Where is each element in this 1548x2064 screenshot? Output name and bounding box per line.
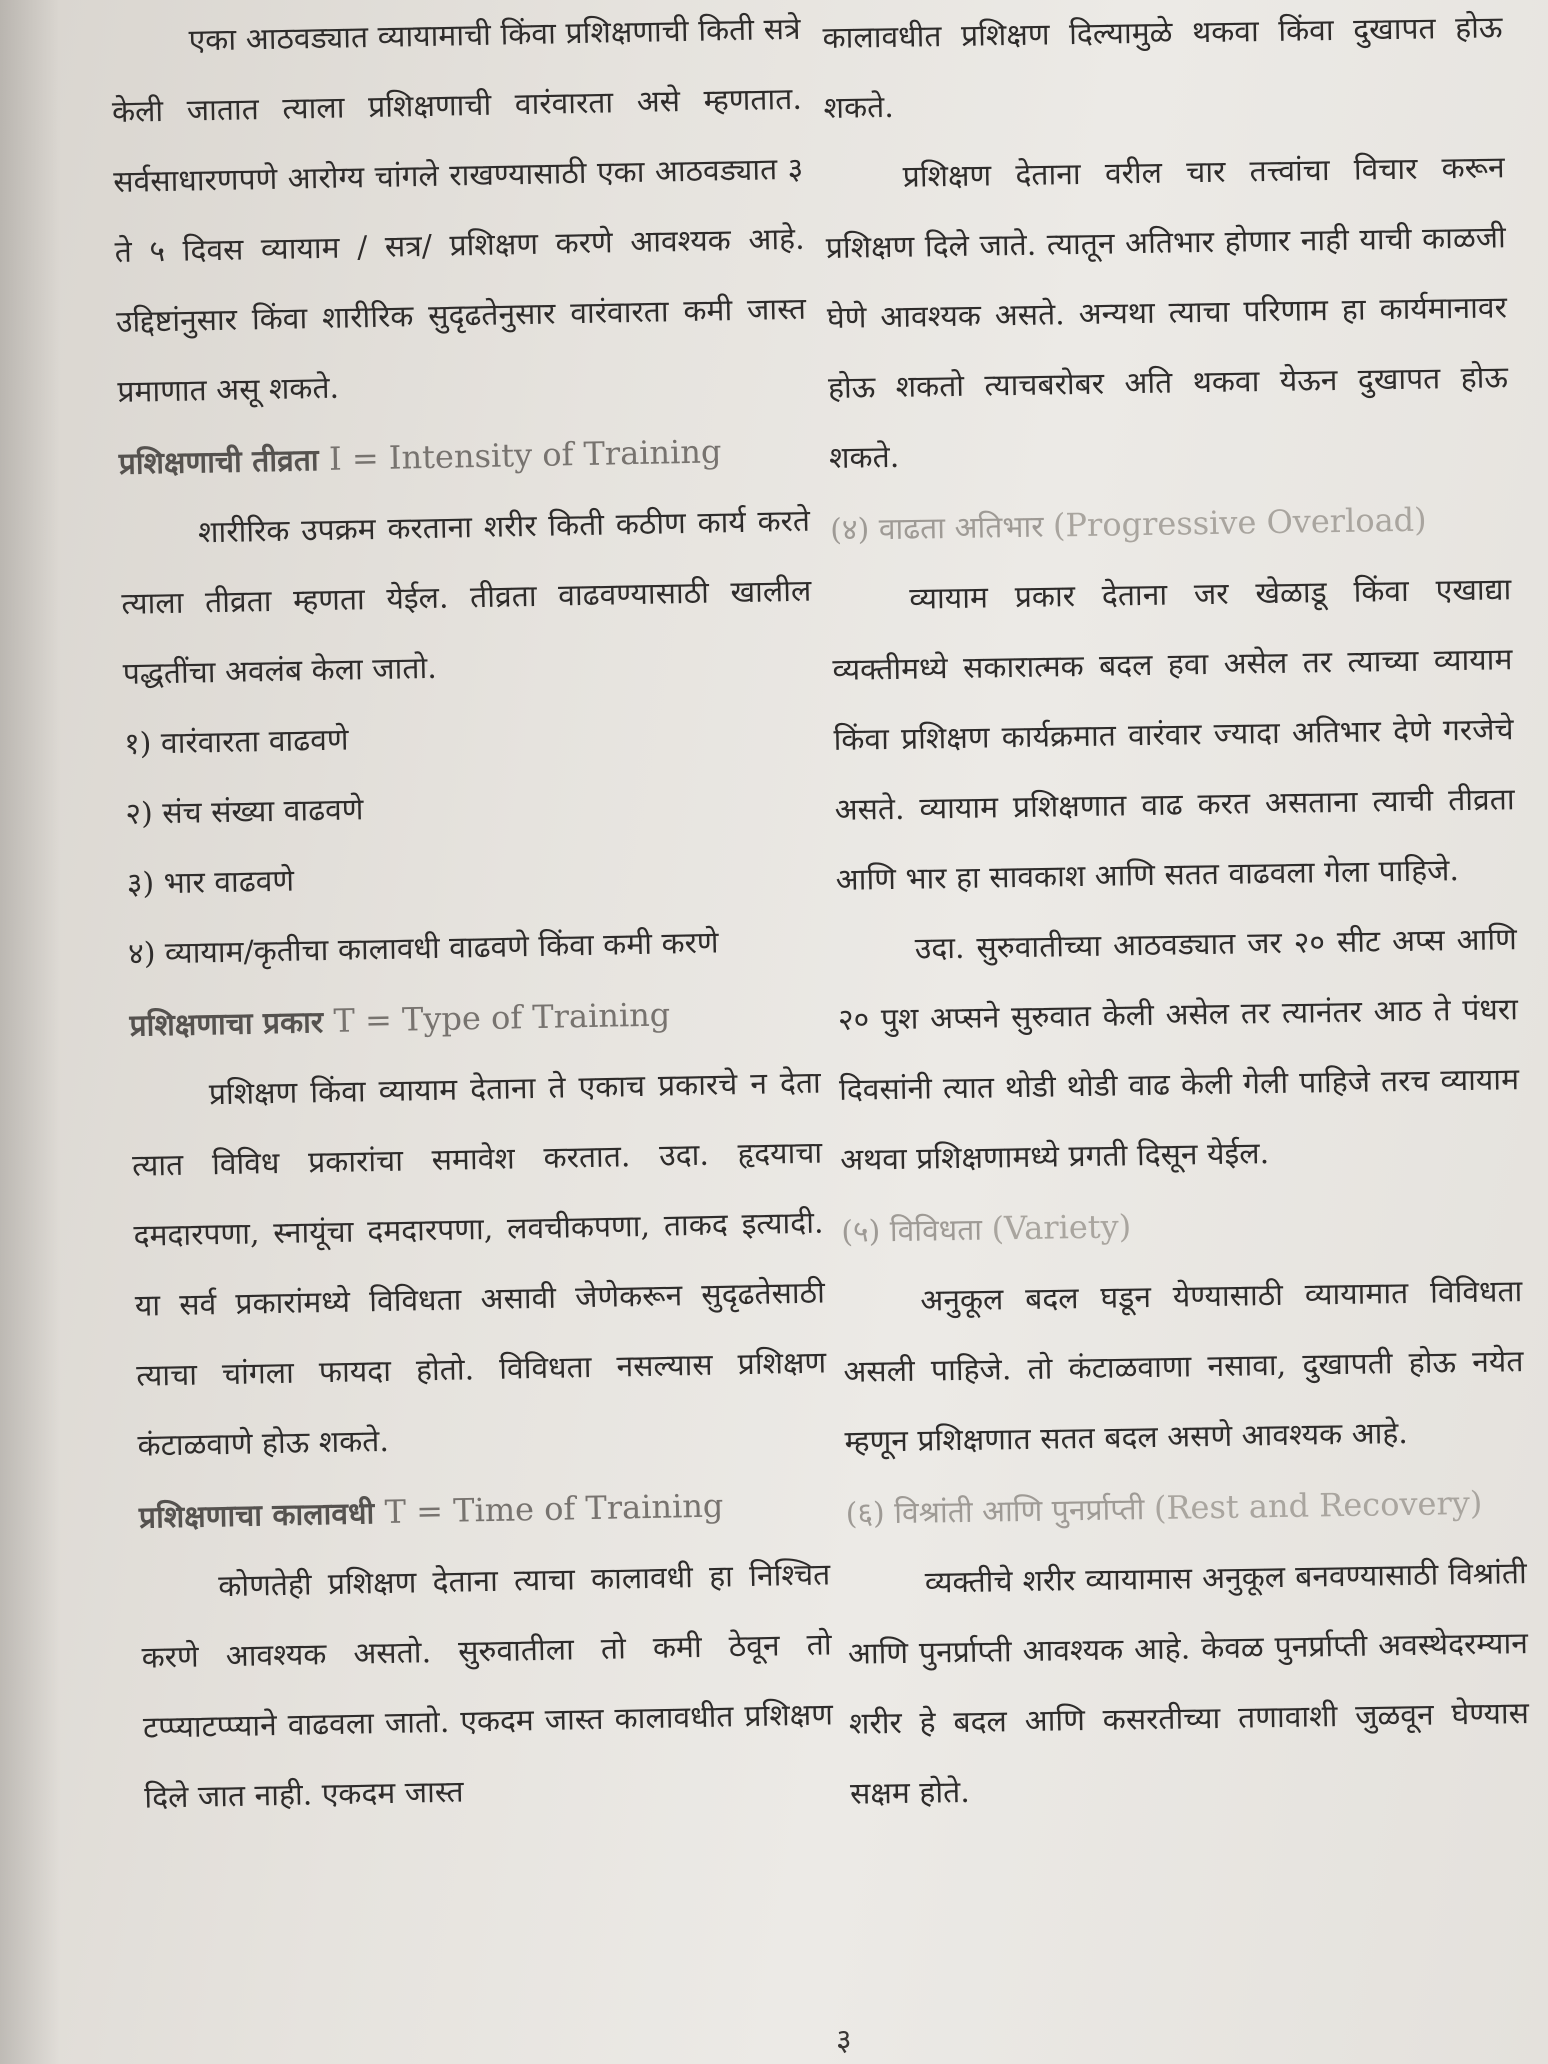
heading-type <box>129 977 820 1062</box>
page-number: ३ <box>836 2023 852 2058</box>
left-column <box>110 0 835 1834</box>
heading-progressive-overload <box>830 483 1511 566</box>
page-edge-shadow <box>0 0 60 2064</box>
paragraph-frequency: एका आठवड्यात व्यायामाची किंवा प्रशिक्षणाची किती सत्रे केली जातात त्याला प्रशिक्षणाची वारंवारता असे म्हणतात. सर्वसाधारणपणे आरोग्य चांगले राखण्यासाठी एका आठवड्यात ३ ते ५ दिवस व्यायाम / सत्र/ प्रशिक्षण करणे आवश्यक आहे. उद्दिष्टांनुसार किंवा शारीरिक सुदृढतेनुसार वारंवारता कमी जास्त प्रमाणात असू शकते. <box>111 11 807 410</box>
paragraph-type: प्रशिक्षण किंवा व्यायाम देताना ते एकाच प्रकारचे न देता त्यात विविध प्रकारांचा समावेश करतात. उदा. हृदयाचा दमदारपणा, स्नायूंचा दमदारपणा, लवचीकपणा, ताकद इत्यादी. या सर्व प्रकारांमध्ये विविधता असावी जेणेकरून सुदृढतेसाठी त्याचा चांगला फायदा होतो. विविधता नसल्यास प्रशिक्षण कंटाळवाणे होऊ शकते. <box>131 1065 827 1464</box>
list-item: १) वारंवारता वाढवणे <box>123 722 349 762</box>
heading-time-english: T = Time of Training <box>384 1486 724 1532</box>
heading-rest-recovery <box>845 1467 1526 1550</box>
right-column <box>822 0 1531 1830</box>
paragraph-variety: अनुकूल बदल घडून येण्यासाठी व्यायामात विविधता असली पाहिजे. तो कंटाळवाणा नसावा, दुखापती होऊ नयेत म्हणून प्रशिक्षणात सतत बदल असणे आवश्यक आहे. <box>843 1274 1524 1460</box>
heading-overload-english: (Progressive Overload) <box>1052 500 1427 545</box>
heading-variety <box>841 1185 1522 1268</box>
heading-type-english: T = Type of Training <box>333 995 671 1040</box>
heading-intensity <box>118 415 809 500</box>
heading-variety-english: (Variety) <box>991 1207 1132 1248</box>
heading-variety-marathi: (५) विविधता <box>841 1212 983 1250</box>
heading-intensity-english: I = Intensity of Training <box>328 432 722 478</box>
paragraph-example: उदा. सुरुवातीच्या आठवड्यात जर २० सीट अप्स आणि २० पुश अप्सने सुरुवात केली असेल तर त्यानंतर आठ ते पंधरा दिवसांनी त्यात थोडी थोडी वाढ केली गेली पाहिजे तरच व्यायाम अथवा प्रशिक्षणामध्ये प्रगती दिसून येईल. <box>837 922 1520 1178</box>
paragraph-intensity: शारीरिक उपक्रम करताना शरीर किती कठीण कार्य करते त्याला तीव्रता म्हणता येईल. तीव्रता वाढवण्यासाठी खालील पद्धतींचा अवलंब केला जातो. <box>121 503 812 692</box>
list-item: ४) व्यायाम/कृतीचा कालावधी वाढवणे किंवा कमी करणे <box>127 925 719 972</box>
list-item: २) संच संख्या वाढवणे <box>125 792 364 832</box>
paragraph-four-principles: प्रशिक्षण देताना वरील चार तत्त्वांचा विचार करून प्रशिक्षण दिले जाते. त्यातून अतिभार होणार नाही याची काळजी घेणे आवश्यक असते. अन्यथा त्याचा परिणाम हा कार्यमानावर होऊ शकतो त्याचबरोबर अति थकवा येऊन दुखापत होऊ शकते. <box>825 150 1509 476</box>
heading-overload-marathi: (४) वाढता अतिभार <box>829 509 1044 548</box>
paragraph-time: कोणतेही प्रशिक्षण देताना त्याचा कालावधी हा निश्चित करणे आवश्यक असतो. सुरुवातीला तो कमी ठेवून तो टप्प्याटप्प्याने वाढवला जातो. एकदम जास्त कालावधीत प्रशिक्षण दिले जात नाही. एकदम जास्त <box>141 1557 834 1816</box>
paragraph-continued: कालावधीत प्रशिक्षण दिल्यामुळे थकवा किंवा दुखापत होऊ शकते. <box>822 10 1503 126</box>
list-item: ३) भार वाढवणे <box>126 863 295 902</box>
heading-time <box>138 1468 829 1553</box>
heading-rest-marathi: (६) विश्रांती आणि पुनर्प्राप्ती <box>845 1492 1145 1532</box>
paragraph-rest: व्यक्तीचे शरीर व्यायामास अनुकूल बनवण्यासाठी विश्रांती आणि पुनर्प्राप्ती आवश्यक आहे. केवळ पुनर्प्राप्ती अवस्थेदरम्यान शरीर हे बदल आणि कसरतीच्या तणावाशी जुळवून घेण्यास सक्षम होते. <box>847 1556 1530 1812</box>
heading-rest-english: (Rest and Recovery) <box>1153 1483 1483 1527</box>
heading-type-marathi: प्रशिक्षणाचा प्रकार <box>129 1005 324 1044</box>
paragraph-overload: व्यायाम प्रकार देताना जर खेळाडू किंवा एखाद्या व्यक्तीमध्ये सकारात्मक बदल हवा असेल तर त्याच्या व्यायाम किंवा प्रशिक्षण कार्यक्रमात वारंवार ज्यादा अतिभार देणे गरजेचे असते. व्यायाम प्रशिक्षणात वाढ करत असताना त्याची तीव्रता आणि भार हा सावकाश आणि सतत वाढवला गेला पाहिजे. <box>832 572 1515 898</box>
heading-intensity-marathi: प्रशिक्षणाची तीव्रता <box>118 443 319 482</box>
heading-time-marathi: प्रशिक्षणाचा कालावधी <box>138 1496 375 1536</box>
